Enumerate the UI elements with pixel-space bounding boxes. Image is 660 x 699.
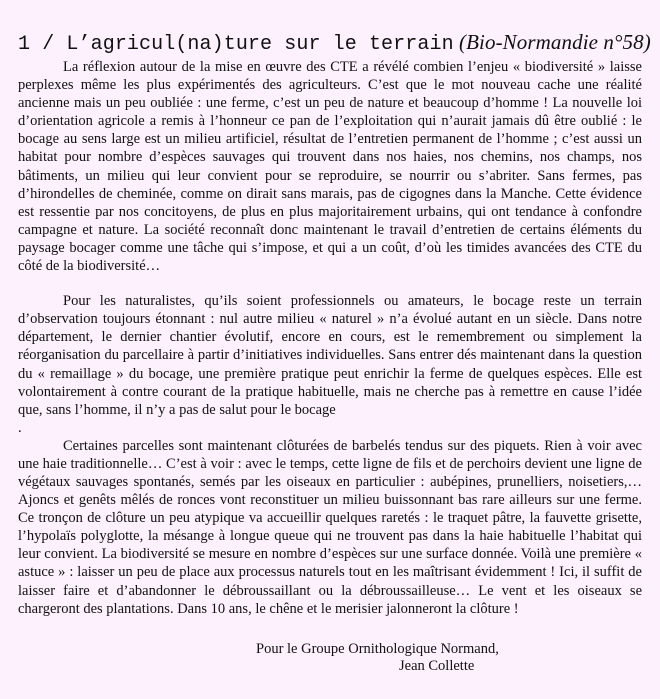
stray-dot: . [18,419,22,436]
title-main: 1 / L’agricul(na)ture sur le terrain [18,33,454,56]
title-source: (Bio-Normandie n°58) [459,30,651,54]
paragraph-gap [18,275,642,292]
article-title [18,30,651,57]
paragraph-1: La réflexion autour de la mise en œuvre des CTE a révélé combien l’enjeu « biodiversité » laisse perplexes même les plus expérimentés des agriculteurs. C’est que le mot nouveau cache une réalité ancienne mais un peu oubliée : une ferme, c’est un peu de nature et beaucoup d’homme ! La nouvelle loi d’orientation agricole a remis à l’honneur ce pan de l’exploitation qui n’aurait jamais dû être oublié : le bocage au sens large est un milieu artificiel, résultat de l’entretien permanent de l’homme ; c’est aussi un habitat pour nombre d’espèces sauvages qui trouvent dans nos haies, nos chemins, nos champs, nos bâtiments, un milieu qui leur convient pour se reproduire, se nourrir ou s’abriter. Sans fermes, pas d’hirondelles de cheminée, comme on dirait sans marais, pas de cigognes dans la Manche. Cette évidence est ressentie par nos concitoyens, de plus en plus majoritairement urbains, qui ont tendance à confondre campagne et nature. La société reconnaît donc maintenant le travail d’entretien de certains éléments du paysage bocager comme une tâche qui s’impose, et qui a un coût, d’où les timides avancées des CTE du côté de la biodiversité… [18,59,642,275]
paragraph-3: Certaines parcelles sont maintenant clôturées de barbelés tendus sur des piquets. Rien à voir avec une haie traditionnelle… C’est à voir : avec le temps, cette ligne de fils et de perchoirs devient une ligne de végétaux sauvages spontanés, semés par les oiseaux en particulier : aubépines, prunelliers, noisetiers,… Ajoncs et genêts mêlés de ronces vont reconstituer un milieu buissonnant bas rare ailleurs sur une ferme. Ce tronçon de clôture un peu atypique va accueillir quelques raretés : le traquet pâtre, la fauvette grisette, l’hypolaïs polyglotte, la mésange à longue queue qui ne trouvent pas dans la haie habituelle l’habitat qui leur convient. La biodiversité se mesure en nombre d’espèces sur une surface donnée. Voilà une première « astuce » : laisser un peu de place aux processus naturels tout en les maîtrisant évidemment ! Ici, il suffit de laisser faire et d’abandonner le débroussaillant ou la débroussailleuse… Le vent et les oiseaux se chargeront des plantations. Dans 10 ans, le chêne et le merisier jalonneront la clôture ! [18,437,642,617]
signature-block [18,641,642,675]
signature-organization: Pour le Groupe Ornithologique Normand, [256,640,499,657]
signature-author: Jean Collette [399,657,475,674]
paragraph-2: Pour les naturalistes, qu’ils soient professionnels ou amateurs, le bocage reste un terrain d’observation toujours étonnant : nul autre milieu « naturel » n’a évolué autant en un siècle. Dans notre département, le dernier chantier évolutif, encore en cours, est le remembrement ou simplement la réorganisation du parcellaire à partir d’initiatives individuelles. Sans entrer dés maintenant dans la question du « remaillage » du bocage, une première pratique peut enrichir la ferme de quelques espèces. Elle est volontairement à contre courant de la pratique habituelle, mais ne cherche pas à remettre en cause l’idée que, sans l’homme, il n’y a pas de salut pour le bocage [18,293,642,418]
